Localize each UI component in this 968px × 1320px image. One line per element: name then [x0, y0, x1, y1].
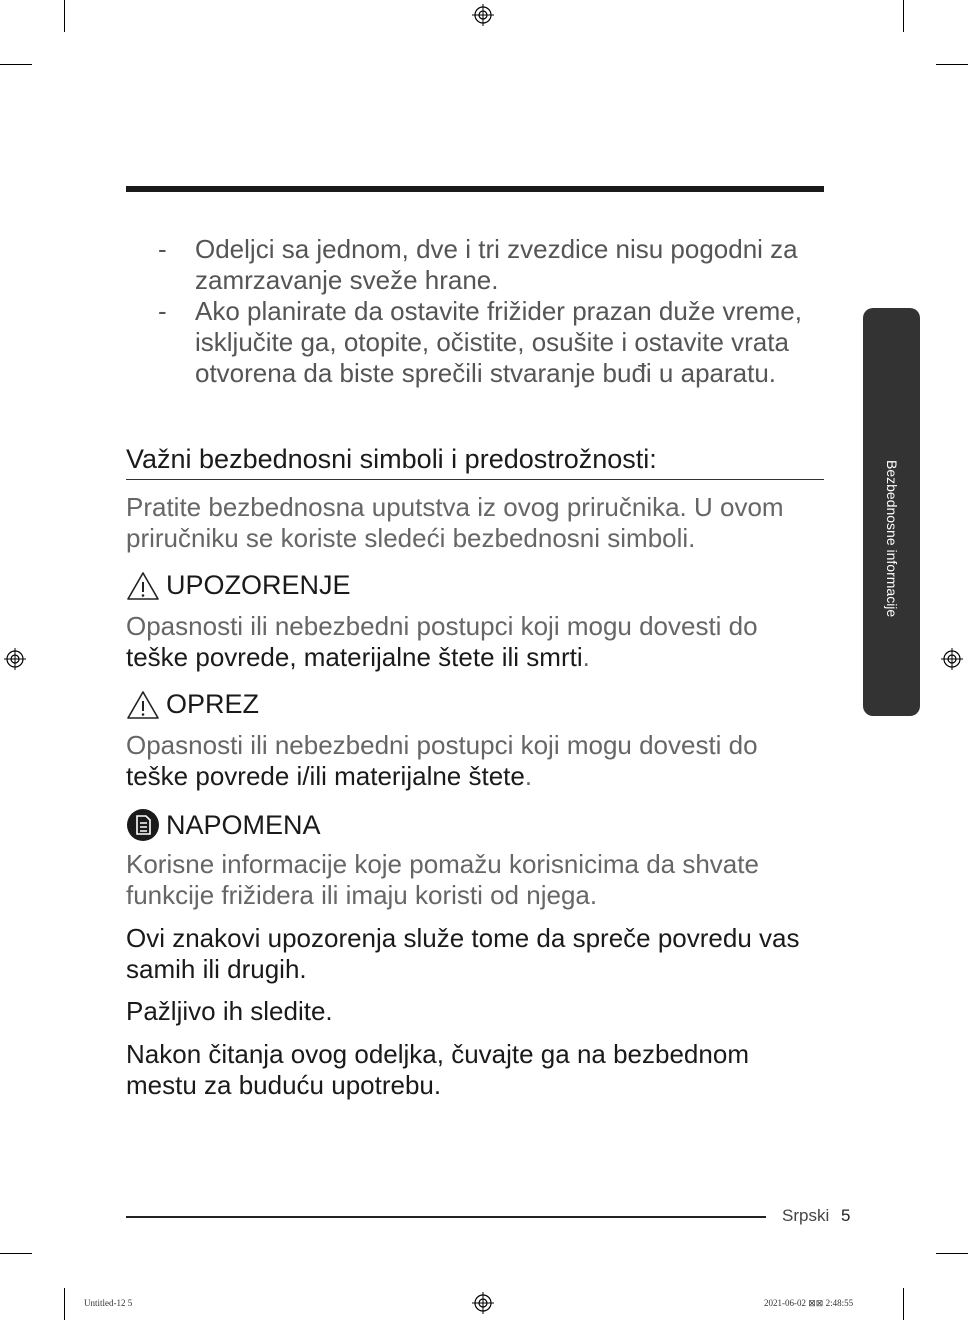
crop-mark	[64, 0, 65, 32]
crop-mark	[0, 64, 32, 65]
crop-mark	[903, 1288, 904, 1320]
footer-rule	[126, 1216, 766, 1218]
closing-paragraph: Pažljivo ih sledite.	[126, 996, 333, 1026]
bullet-text: Odeljci sa jednom, dve i tri zvezdice nisu pogodni za zamrzavanje sveže hrane.	[195, 234, 798, 295]
warning-label: UPOZORENJE	[166, 570, 351, 600]
note-label: NAPOMENA	[166, 809, 321, 840]
caution-emphasis: teške povrede i/ili materijalne štete	[126, 761, 525, 791]
caution-end: .	[524, 761, 533, 791]
bullet-dash: -	[158, 234, 167, 264]
section-title: Važni bezbednosni simboli i predostrožnosti:	[126, 444, 824, 480]
note-heading	[126, 808, 321, 842]
closing-paragraph: Ovi znakovi upozorenja služe tome da spreče povredu vas samih ili drugih.	[126, 923, 800, 984]
bullet-list	[158, 234, 818, 389]
section-top-rule	[126, 186, 824, 192]
caution-triangle-icon	[126, 690, 160, 720]
warning-triangle-icon	[126, 571, 160, 601]
warning-paragraph	[126, 611, 824, 673]
warning-end: .	[582, 642, 590, 672]
caution-label: OPREZ	[166, 689, 260, 719]
warning-text: Opasnosti ili nebezbedni postupci koji mogu dovesti do	[126, 611, 758, 641]
crop-mark	[936, 1253, 968, 1254]
registration-mark-icon	[472, 1292, 494, 1314]
warning-heading	[126, 570, 351, 601]
caution-heading	[126, 689, 259, 720]
intro-paragraph: Pratite bezbednosna uputstva iz ovog priručnika. U ovom priručniku se koriste sledeći bezbednosni simboli.	[126, 492, 784, 553]
bullet-dash: -	[158, 296, 167, 326]
note-document-icon	[126, 808, 160, 842]
caution-text: Opasnosti ili nebezbedni postupci koji mogu dovesti do	[126, 730, 758, 760]
note-paragraph: Korisne informacije koje pomažu korisnicima da shvate funkcije frižidera ili imaju koristi od njega.	[126, 849, 759, 910]
caution-paragraph	[126, 730, 824, 792]
registration-mark-icon	[941, 648, 963, 670]
page-number: 5	[841, 1206, 851, 1225]
side-chapter-tab-label: Bezbednosne informacije	[883, 460, 900, 618]
registration-mark-icon	[4, 648, 26, 670]
crop-mark	[936, 64, 968, 65]
list-item	[158, 234, 818, 296]
crop-mark	[0, 1253, 32, 1254]
print-timestamp: 2021-06-02 ⊠⊠ 2:48:55	[764, 1298, 854, 1308]
closing-paragraph: Nakon čitanja ovog odeljka, čuvajte ga na bezbednom mestu za buduću upotrebu.	[126, 1039, 749, 1100]
crop-mark	[64, 1288, 65, 1320]
list-item	[158, 296, 818, 389]
warning-emphasis: teške povrede, materijalne štete ili smrti	[126, 642, 583, 672]
bullet-text: Ako planirate da ostavite frižider prazan duže vreme, isključite ga, otopite, očistite, osušite i ostavite vrata otvorena da biste sprečili stvaranje buđi u aparatu.	[195, 296, 802, 388]
footer-language: Srpski	[782, 1206, 830, 1225]
registration-mark-icon	[472, 4, 494, 26]
print-file-name: Untitled-12 5	[84, 1298, 133, 1308]
crop-mark	[903, 0, 904, 32]
side-chapter-tab-label-wrap	[863, 308, 920, 716]
